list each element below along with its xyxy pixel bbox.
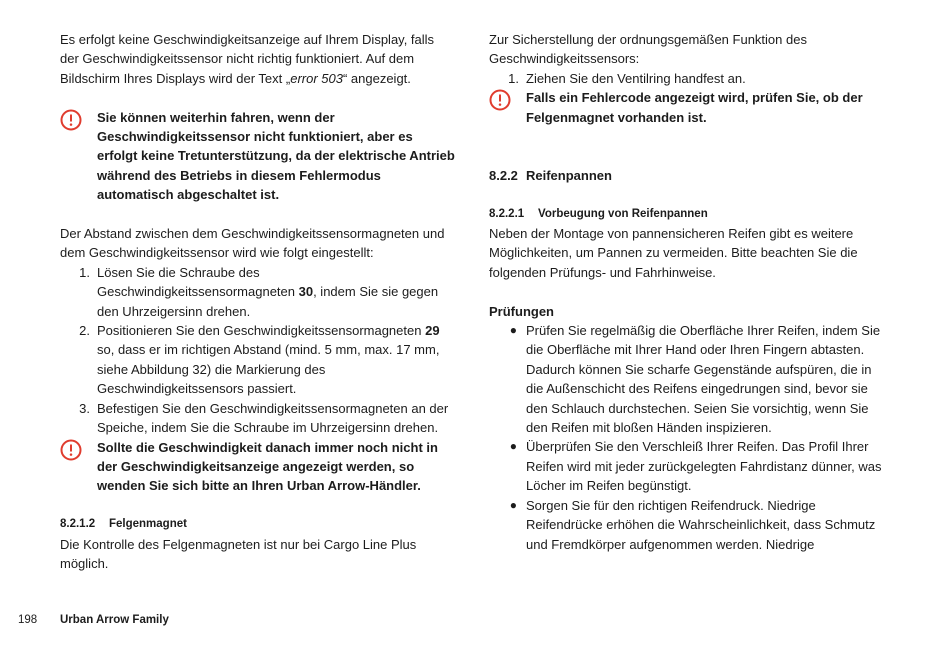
list-item — [489, 437, 884, 495]
right-column — [489, 30, 884, 554]
section-text: Die Kontrolle des Felgenmagneten ist nur bei Cargo Line Plus möglich. — [60, 536, 417, 571]
section-heading — [60, 515, 455, 534]
step-text: Befestigen Sie den Geschwindigkeitssensormagneten an der Speiche, indem Sie die Schraube im Uhrzeigersinn drehen. — [97, 400, 449, 436]
step-text: Lösen Sie die Schraube des Geschwindigkeitssensormagneten 30, indem Sie sie gegen den Uhrzeigersinn drehen. — [97, 264, 439, 319]
warning-text: Sie können weiterhin fahren, wenn der Geschwindigkeitssensor nicht funktioniert, aber es erfolgt keine Tretunterstützung, da der elektrische Antrieb während des Betriebs in diesem Fehlermodus automatisch abgeschaltet ist. — [97, 109, 455, 203]
adjustment-steps — [60, 263, 455, 438]
warning-note — [60, 438, 455, 496]
warning-note — [489, 88, 884, 127]
section-number: 8.2.2 — [489, 167, 518, 183]
bullet: ● — [509, 439, 517, 454]
check-steps — [489, 69, 884, 88]
warning-note — [60, 108, 455, 205]
step-item — [489, 69, 884, 88]
section-number: 8.2.1.2 — [60, 518, 96, 531]
step-number: 2. — [79, 323, 90, 339]
part-reference: 30 — [298, 284, 314, 300]
step-item — [60, 321, 455, 399]
exclamation-circle-icon — [60, 108, 97, 205]
warning-text: Falls ein Fehlercode angezeigt wird, prüfen Sie, ob der Felgenmagnet vorhanden ist. — [526, 90, 863, 125]
section-title: Reifenpannen — [526, 167, 612, 183]
section-title: Felgenmagnet — [109, 518, 187, 531]
distance-intro: Der Abstand zwischen dem Geschwindigkeitssensormagneten und dem Geschwindigkeitssensor wird wie folgt eingestellt: — [60, 226, 445, 261]
checks-list — [489, 321, 884, 554]
check-intro: Zur Sicherstellung der ordnungsgemäßen Funktion des Geschwindigkeitssensors: — [489, 32, 807, 67]
list-item-text: Überprüfen Sie den Verschleiß Ihrer Reifen. Das Profil Ihrer Reifen wird mit jeder zurückgelegten Fahrdistanz dünner, was Löcher im Reifen begünstigt. — [526, 439, 882, 494]
intro-text-1: Es erfolgt keine Geschwindigkeitsanzeige auf Ihrem Display, falls der Geschwindigkeitssensor nicht richtig funktioniert. Auf dem Bildschirm Ihres Displays wird der Text „ — [60, 32, 435, 86]
list-item-text: Sorgen Sie für den richtigen Reifendruck. Niedrige Reifendrücke erhöhen die Wahrscheinlichkeit, dass Schmutz und Fremdkörper aufgenommen werden. Niedrige — [526, 497, 876, 552]
subsection-number: 8.2.2.1 — [489, 207, 525, 220]
left-column — [60, 30, 455, 573]
warning-text: Sollte die Geschwindigkeit danach immer noch nicht in der Geschwindigkeitsanzeige angezeigt werden, so wenden Sie sich bitte an Ihren Urban Arrow-Händler. — [97, 439, 438, 494]
part-reference: 29 — [425, 323, 440, 339]
intro-text-2: “ angezeigt. — [342, 70, 411, 86]
footer-title: Urban Arrow Family — [60, 614, 169, 626]
list-item — [489, 321, 884, 437]
exclamation-circle-icon — [489, 88, 526, 127]
list-item-text: Prüfen Sie regelmäßig die Oberfläche Ihrer Reifen, indem Sie die Oberfläche mit Ihrer Hand oder Ihren Fingern abtasten. Dadurch können Sie scharfe Gegenstände aufspüren, die in die Außenschicht des Reifens eingedrungen sind, bevor sie den Schlauch durchstechen. Seien Sie vorsichtig, wenn Sie den Reifen mit bloßen Händen inspizieren. — [526, 323, 881, 436]
bullet: ● — [509, 497, 517, 512]
list-item — [489, 496, 884, 554]
section-heading — [489, 166, 884, 185]
page-number: 198 — [18, 614, 38, 626]
subsection-heading — [489, 205, 884, 224]
step-number: 1. — [79, 264, 90, 280]
error-code: error 503 — [290, 70, 343, 86]
exclamation-circle-icon — [60, 438, 97, 496]
step-item — [60, 399, 455, 438]
subsection-title: Vorbeugung von Reifenpannen — [538, 207, 708, 220]
checks-heading: Prüfungen — [489, 303, 554, 319]
subsection-text: Neben der Montage von pannensicheren Reifen gibt es weitere Möglichkeiten, um Pannen zu vermeiden. Bitte beachten Sie die folgenden Prüfungs- und Fahrhinweise. — [489, 226, 858, 280]
step-number: 1. — [508, 70, 519, 86]
step-text: Positionieren Sie den Geschwindigkeitssensormagneten 29 so, dass er im richtigen Abstand (mind. 5 mm, max. 17 mm, siehe Abbildung 32) die Markierung des Geschwindigkeitssensors passiert. — [97, 323, 440, 397]
step-item — [60, 263, 455, 321]
step-number: 3. — [79, 400, 90, 416]
bullet: ● — [509, 323, 517, 338]
step-text: Ziehen Sie den Ventilring handfest an. — [526, 70, 746, 86]
intro-paragraph — [60, 30, 455, 88]
